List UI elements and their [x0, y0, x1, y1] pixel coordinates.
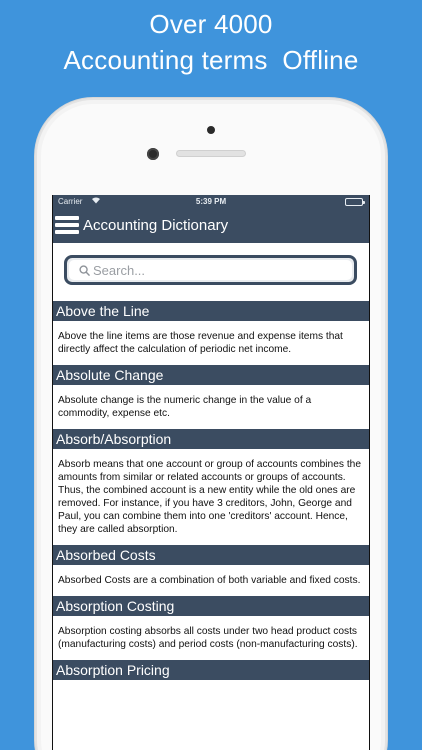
proximity-sensor [207, 126, 215, 134]
list-item[interactable] [53, 596, 369, 657]
earpiece-speaker [176, 150, 246, 157]
navigation-bar [53, 209, 369, 243]
term-definition: Above the line items are those revenue and expense items that directly affect the calculation of periodic net income. [58, 331, 343, 355]
term-title: Absolute Change [53, 365, 369, 385]
page-title: Accounting Dictionary [83, 217, 229, 234]
term-definition: Absolute change is the numeric change in the value of a commodity, expense etc. [58, 395, 312, 419]
term-definition: Absorbed Costs are a combination of both variable and fixed costs. [58, 575, 361, 586]
front-camera [147, 148, 159, 160]
search-input[interactable] [93, 260, 348, 280]
term-definition: Absorb means that one account or group of accounts combines the amounts from similar or related accounts or groups of accounts. Thus, the combined account is a new entity while the old ones are removed. For instance, if you have 3 creditors, John, George and Paul, you can combine them into one 'creditors' account. Hence, they are called absorption. [58, 459, 361, 535]
app-screen [52, 195, 370, 750]
term-title: Above the Line [53, 301, 369, 321]
menu-icon[interactable] [55, 216, 79, 234]
carrier-label: Carrier [58, 197, 83, 206]
search-bar [53, 243, 369, 301]
promo-text [0, 6, 422, 78]
term-list[interactable] [53, 301, 369, 695]
term-title: Absorption Pricing [53, 660, 369, 680]
term-title: Absorption Costing [53, 596, 369, 616]
list-item[interactable] [53, 365, 369, 426]
search-field[interactable] [64, 255, 357, 285]
search-icon [79, 265, 90, 276]
term-definition [53, 680, 369, 695]
term-title: Absorbed Costs [53, 545, 369, 565]
battery-icon [345, 198, 363, 206]
status-bar [53, 195, 369, 209]
promo-line-2: Accounting terms Offline [63, 45, 359, 75]
term-title: Absorb/Absorption [53, 429, 369, 449]
list-item[interactable] [53, 429, 369, 542]
list-item[interactable] [53, 545, 369, 593]
term-definition: Absorption costing absorbs all costs under two head product costs (manufacturing costs) and period costs (non-manufacturing costs). [58, 626, 358, 650]
list-item[interactable] [53, 301, 369, 362]
status-time: 5:39 PM [195, 197, 227, 206]
promo-line-1: Over 4000 [149, 9, 273, 39]
list-item[interactable] [53, 660, 369, 695]
